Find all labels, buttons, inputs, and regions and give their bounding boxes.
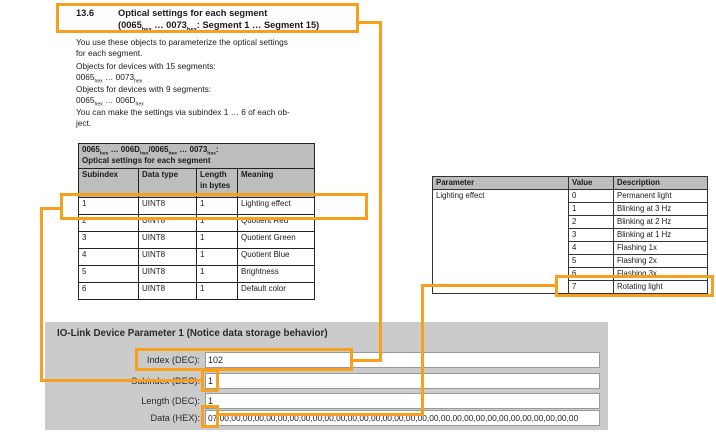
cell-length: 1: [197, 215, 238, 232]
cell-value: 1: [569, 203, 614, 216]
column-header: Subindex: [79, 169, 139, 198]
annotation-box-rotating-light-row: [555, 275, 714, 297]
annotation-box-subindex-value: [201, 369, 219, 392]
paragraph-line: ject.: [76, 118, 92, 128]
cell-datatype: UINT8: [139, 215, 197, 232]
cell-subindex: 5: [79, 266, 139, 283]
table-row: [433, 190, 708, 203]
cell-description: Blinking at 1 Hz: [614, 229, 708, 242]
index-label: Index (DEC):: [146, 355, 200, 365]
column-header: Data type: [139, 169, 197, 198]
cell-subindex: 1: [79, 198, 139, 215]
column-header: Description: [614, 177, 708, 190]
column-header: Length in bytes: [197, 169, 238, 198]
data-label: Data (HEX):: [150, 413, 200, 423]
cell-value: 4: [569, 242, 614, 255]
cell-subindex: 3: [79, 232, 139, 249]
cell-datatype: UINT8: [139, 266, 197, 283]
connector-line: [40, 207, 43, 382]
connector-line: [352, 359, 382, 362]
cell-subindex: 6: [79, 283, 139, 300]
cell-value: 5: [569, 255, 614, 268]
cell-datatype: UINT8: [139, 249, 197, 266]
cell-meaning: Quotient Green: [238, 232, 315, 249]
cell-length: 1: [197, 266, 238, 283]
section-title-line1: Optical settings for each segment: [118, 8, 268, 18]
cell-description: Flashing 1x: [614, 242, 708, 255]
cell-meaning: Lighting effect: [238, 198, 315, 215]
cell-value: 2: [569, 216, 614, 229]
table-title-line1: $0065_{hex}$ … $006D_{hex}/0065_{hex}$ … $0073_{hex}$:: [82, 145, 219, 157]
connector-line: [40, 207, 62, 210]
cell-description: Flashing 3x: [614, 268, 708, 281]
cell-value: 6: [569, 268, 614, 281]
cell-description: Permanent light: [614, 190, 708, 203]
panel-title: IO-Link Device Parameter 1 (Notice data storage behavior): [57, 328, 328, 339]
cell-parameter: Lighting effect: [433, 190, 569, 294]
cell-subindex: 2: [79, 215, 139, 232]
column-header: Meaning: [238, 169, 315, 198]
paragraph-line: $0065_{hex}$ … $0073_{hex}$: [76, 72, 143, 85]
cell-description: Blinking at 3 Hz: [614, 203, 708, 216]
cell-value: 7: [569, 281, 614, 294]
cell-description: Blinking at 2 Hz: [614, 216, 708, 229]
table-title: [79, 144, 315, 169]
connector-line: [421, 284, 424, 416]
table-title-line2: Optical settings for each segment: [82, 155, 211, 165]
cell-meaning: Quotient Red: [238, 215, 315, 232]
table-row: [79, 232, 315, 249]
connector-line: [218, 413, 424, 416]
cell-meaning: Default color: [238, 283, 315, 300]
cell-description: Flashing 2x: [614, 255, 708, 268]
cell-value: 3: [569, 229, 614, 242]
annotation-box-lighting-effect-row: [60, 193, 368, 220]
table-row: [79, 249, 315, 266]
cell-subindex: 4: [79, 249, 139, 266]
paragraph-line: You use these objects to parameterize the optical settings: [76, 37, 288, 47]
annotation-box-index-field: [135, 348, 353, 371]
cell-length: 1: [197, 232, 238, 249]
annotation-box-heading: [56, 3, 359, 33]
paragraph-line: Objects for devices with 9 segments:: [76, 84, 212, 94]
cell-meaning: Quotient Blue: [238, 249, 315, 266]
cell-length: 1: [197, 198, 238, 215]
cell-datatype: UINT8: [139, 198, 197, 215]
cell-meaning: Brightness: [238, 266, 315, 283]
table-row: [79, 266, 315, 283]
subindex-input[interactable]: [205, 373, 600, 389]
connector-line: [379, 21, 382, 362]
cell-description: Rotating light: [614, 281, 708, 294]
length-label: Length (DEC):: [141, 396, 200, 406]
column-header: Value: [569, 177, 614, 190]
table-row: [79, 283, 315, 300]
optical-settings-table: [78, 143, 315, 300]
section-number: 13.6: [76, 8, 95, 18]
cell-datatype: UINT8: [139, 232, 197, 249]
cell-length: 1: [197, 283, 238, 300]
column-header: Parameter: [433, 177, 569, 190]
paragraph-line: You can make the settings via subindex 1 … 6 of each ob-: [76, 107, 290, 117]
annotation-box-data-byte: [201, 405, 219, 428]
cell-value: 0: [569, 190, 614, 203]
section-title-line2: ($0065_{hex}$ … $0073_{hex}$: Segment 1 … Segment 15): [118, 20, 320, 33]
cell-datatype: UINT8: [139, 283, 197, 300]
paragraph-line: $0065_{hex}$ … $006D_{hex}$: [76, 95, 144, 108]
connector-line: [40, 379, 203, 382]
paragraph-line: Objects for devices with 15 segments:: [76, 61, 216, 71]
connector-line: [424, 284, 556, 287]
paragraph-line: for each segment.: [76, 48, 143, 58]
length-input[interactable]: [205, 393, 600, 409]
cell-length: 1: [197, 249, 238, 266]
